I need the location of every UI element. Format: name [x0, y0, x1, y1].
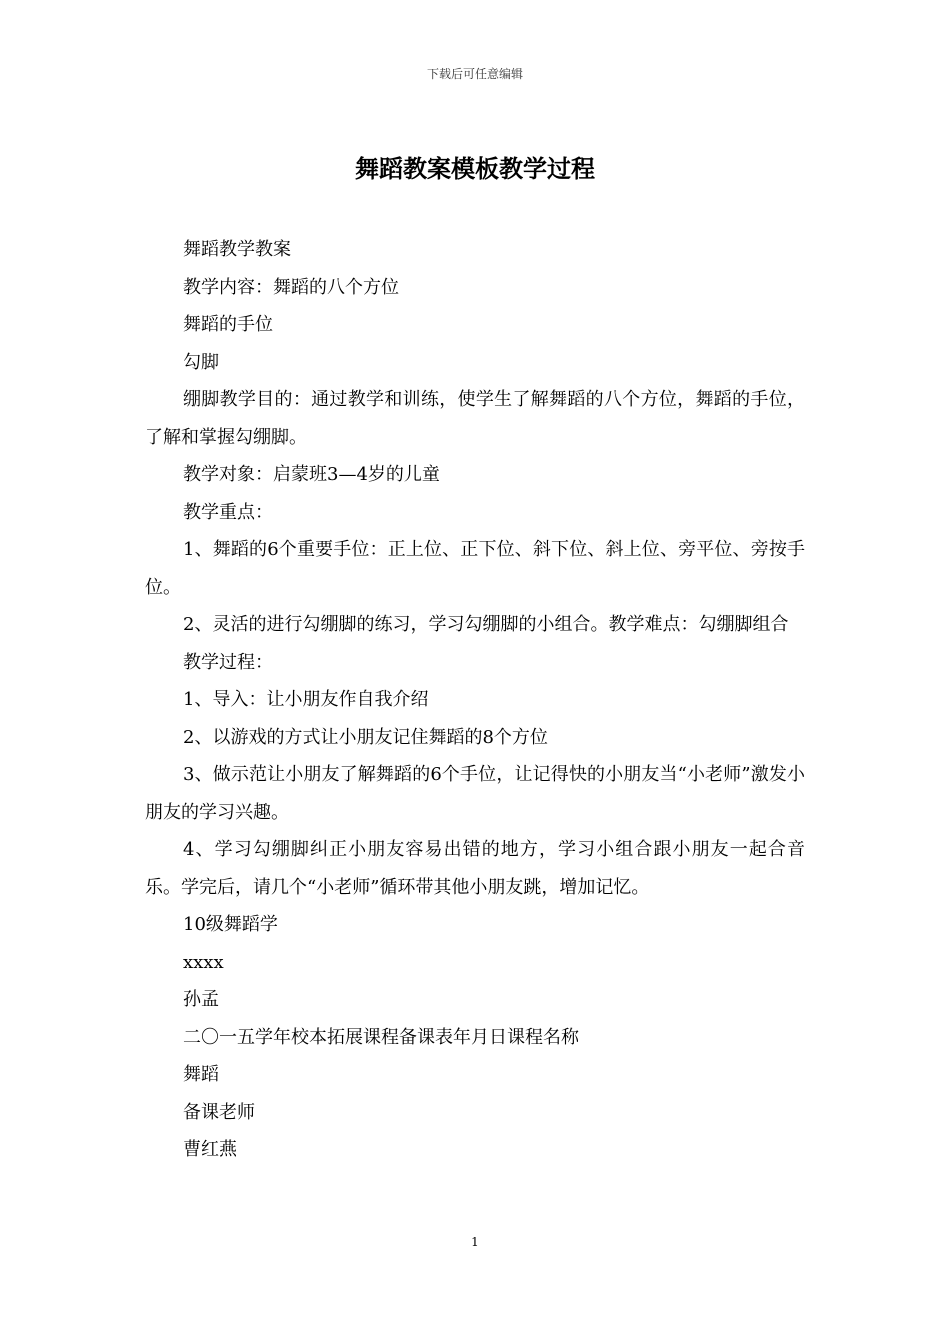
document-body [145, 231, 805, 1169]
paragraph: 2、灵活的进行勾绷脚的练习，学习勾绷脚的小组合。教学难点：勾绷脚组合 [183, 614, 789, 635]
paragraph: 舞蹈教学教案 [183, 239, 291, 260]
paragraph: 2、以游戏的方式让小朋友记住舞蹈的8个方位 [183, 726, 548, 748]
paragraph: 1、导入：让小朋友作自我介绍 [183, 689, 429, 710]
document-title: 舞蹈教案模板教学过程 [355, 154, 595, 183]
paragraph: 1、舞蹈的6个重要手位：正上位、正下位、斜下位、斜上位、旁平位、旁按手位。 [145, 539, 805, 598]
paragraph: 孙孟 [183, 989, 219, 1010]
paragraph: 备课老师 [183, 1101, 255, 1123]
paragraph: 二〇一五学年校本拓展课程备课表年月日课程名称 [183, 1026, 579, 1048]
paragraph: 教学过程： [183, 651, 273, 673]
paragraph: 舞蹈 [183, 1064, 219, 1085]
page-number: 1 [471, 1235, 479, 1249]
paragraph: 4、学习勾绷脚纠正小朋友容易出错的地方，学习小组合跟小朋友一起合音乐。学完后，请几个“小老师”循环带其他小朋友跳，增加记忆。 [145, 839, 805, 898]
paragraph: xxxx [183, 951, 224, 973]
paragraph: 教学重点： [183, 501, 273, 523]
page-header-note: 下载后可任意编辑 [426, 67, 523, 81]
paragraph: 10级舞蹈学 [183, 914, 278, 935]
paragraph: 舞蹈的手位 [183, 314, 273, 335]
paragraph: 教学内容：舞蹈的八个方位 [183, 276, 399, 298]
paragraph: 绷脚教学目的：通过教学和训练，使学生了解舞蹈的八个方位，舞蹈的手位，了解和掌握勾绷脚。 [145, 389, 805, 448]
paragraph: 曹红燕 [183, 1139, 237, 1160]
paragraph: 教学对象：启蒙班3—4岁的儿童 [183, 464, 440, 485]
paragraph: 勾脚 [183, 351, 219, 373]
paragraph: 3、做示范让小朋友了解舞蹈的6个手位，让记得快的小朋友当“小老师”激发小朋友的学习兴趣。 [145, 764, 805, 823]
